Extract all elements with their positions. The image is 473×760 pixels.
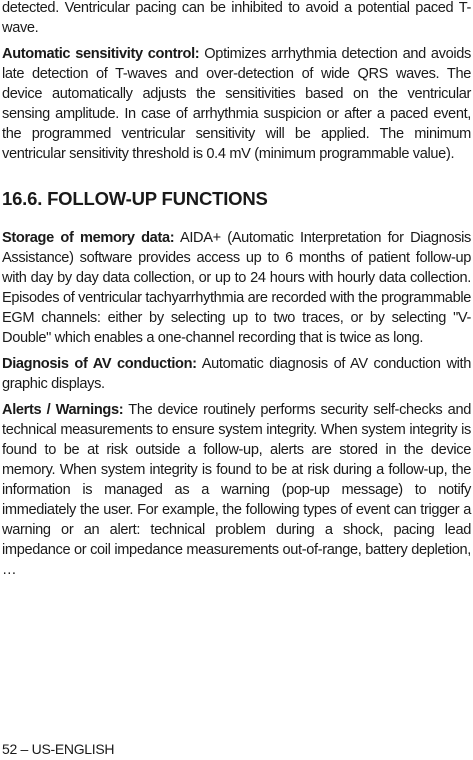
storage-text: AIDA+ (Automatic Interpretation for Diagnosis Assistance) software provides access up to 6 months of patient follow-up with day by day data collection, or up to 24 hours with hourly data collection. Episodes of ventricular tachyarrhythmia are recorded with the programmable EGM channels: either by selecting up to two traces, or by selecting "V-Double" which enables a one-channel recording that is twice as long. — [2, 230, 472, 346]
av-conduction-paragraph — [2, 354, 471, 394]
av-conduction-label: Diagnosis of AV conduction: — [2, 356, 197, 372]
page-footer: 52 – US-ENGLISH — [2, 741, 115, 757]
alerts-paragraph — [2, 400, 471, 580]
av-conduction-text: Automatic diagnosis of AV conduction with graphic displays. — [2, 356, 471, 392]
intro-text: detected. Ventricular pacing can be inhibited to avoid a potential paced T-wave. — [2, 0, 471, 36]
intro-paragraph — [2, 0, 471, 38]
auto-sensitivity-paragraph — [2, 44, 471, 164]
auto-sensitivity-text: Optimizes arrhythmia detection and avoids late detection of T-waves and over-detection of wide QRS waves. The device automatically adjusts the sensitivities based on the ventricular sensing amplitude. In case of arrhythmia suspicion or after a paced event, the programmed ventricular sensitivity will be applied. The minimum ventricular sensitivity threshold is 0.4 mV (minimum programmable value). — [2, 46, 471, 162]
section-heading: 16.6. FOLLOW-UP FUNCTIONS — [2, 188, 268, 209]
alerts-label: Alerts / Warnings: — [2, 402, 124, 418]
alerts-text: The device routinely performs security self-checks and technical measurements to ensure system integrity. When system integrity is found to be at risk outside a follow-up, alerts are stored in the device memory. When system integrity is found to be at risk during a follow-up, the information is managed as a warning (pop-up message) to notify immediately the user. For example, the following types of event can trigger a warning or an alert: technical problem during a shock, pacing lead impedance or coil impedance measurements out-of-range, battery depletion, … — [2, 402, 471, 578]
storage-paragraph — [2, 228, 471, 348]
storage-label: Storage of memory data: — [2, 230, 175, 246]
auto-sensitivity-label: Automatic sensitivity control: — [2, 46, 200, 62]
